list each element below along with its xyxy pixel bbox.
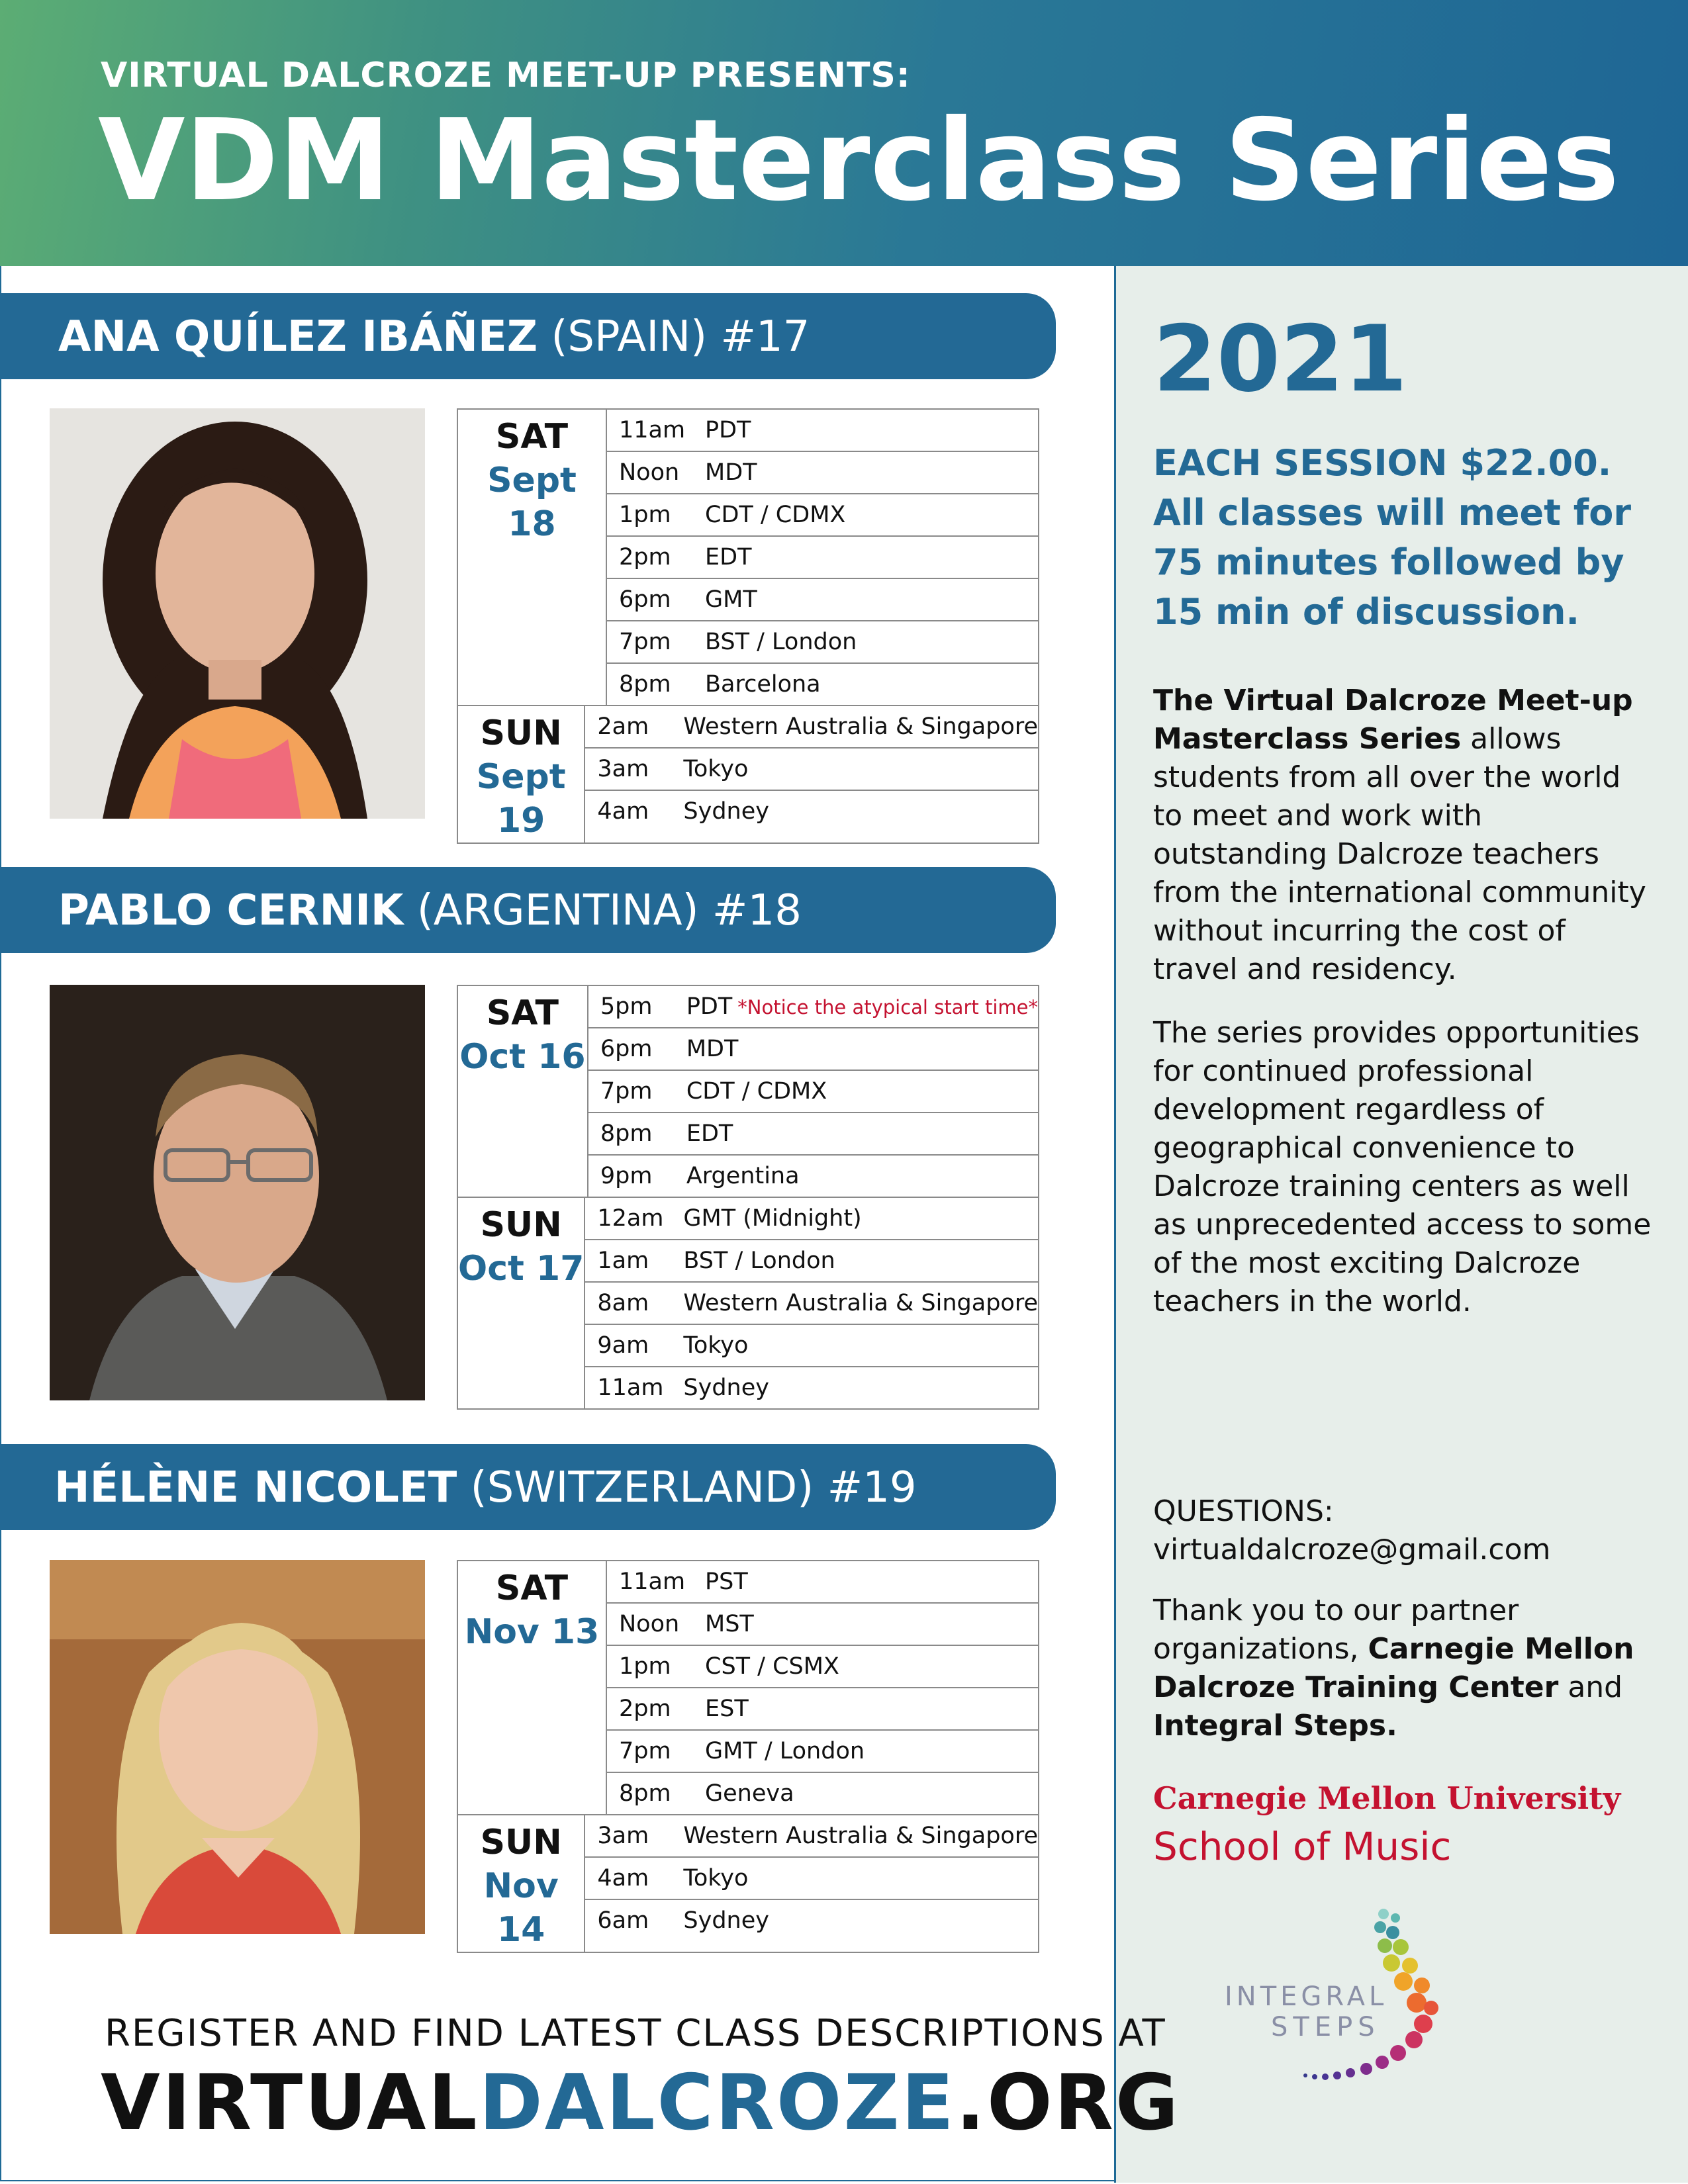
thanks-block [1153,1592,1656,1745]
schedule-table-2 [457,985,1039,1410]
instructor-country: (SWITZERLAND) [470,1463,814,1512]
schedule-row: 2am Western Australia & Singapore [597,713,1038,740]
questions-block [1153,1492,1550,1569]
session-number: #19 [827,1463,917,1512]
schedule-row: 9pm Argentina [588,1154,1038,1197]
instructor-country: (ARGENTINA) [416,886,699,935]
session-number: #17 [720,312,810,361]
schedule-day: SUN [480,1823,562,1862]
session-info [1153,438,1663,637]
schedule-row: Noon MDT [607,451,1038,493]
instructor-banner-3 [0,1444,1056,1530]
schedule-date: Oct 16 [459,1037,586,1077]
schedule-table-1 [457,408,1039,844]
schedule-date: Sept 19 [476,757,566,841]
session-price: EACH SESSION $22.00. [1153,442,1612,484]
schedule-row: 4am Tokyo [585,1856,1038,1899]
schedule-day-group [458,986,1038,1197]
schedule-row: 7pm BST / London [607,620,1038,662]
thanks-and: and [1568,1670,1623,1704]
partner-integral-steps: Integral Steps. [1153,1709,1397,1743]
schedule-row: 8pm Geneva [607,1772,1038,1814]
year-heading: 2021 [1153,306,1408,412]
instructor-name: HÉLÈNE NICOLET [54,1463,457,1512]
instructor-photo-3 [50,1560,425,1934]
atypical-start-note: *Notice the atypical start time* [737,996,1038,1019]
schedule-date: Nov 14 [483,1866,559,1950]
integral-steps-logo [1218,1906,1470,2091]
schedule-row: 5pm PDT *Notice the atypical start time* [600,993,1038,1020]
schedule-day: SAT [495,417,569,457]
about-paragraph-2: The series provides opportunities for continued professional development regardless of geographical convenience to Dalcroze training centers as well as unprecedented access to some of the most exciting Dalcroze teachers in the world. [1153,1016,1652,1318]
contact-email[interactable]: virtualdalcroze@gmail.com [1153,1533,1551,1567]
schedule-row: 12am GMT (Midnight) [597,1205,862,1232]
pre-title: VIRTUAL DALCROZE MEET-UP PRESENTS: [101,56,911,95]
schedule-row: 1pm CDT / CDMX [607,493,1038,535]
thanks-intro: Thank you to our partner organizations, [1153,1594,1519,1666]
about-text [1153,682,1656,1346]
schedule-day: SUN [480,1205,562,1245]
instructor-photo-2 [50,985,425,1400]
instructor-banner-1 [0,293,1056,379]
instructor-photo-1 [50,408,425,819]
schedule-row: 1am BST / London [585,1239,1038,1281]
schedule-row: 7pm GMT / London [607,1729,1038,1772]
page-title: VDM Masterclass Series [98,95,1620,226]
website-link[interactable]: VIRTUALDALCROZE.ORG [101,2058,1181,2148]
schedule-row: 1pm CST / CSMX [607,1645,1038,1687]
schedule-day-group [458,1814,1038,1952]
header-banner [0,0,1688,266]
schedule-row: Noon MST [607,1602,1038,1645]
schedule-day-group [458,1561,1038,1814]
questions-label: QUESTIONS: [1153,1494,1334,1528]
instructor-banner-2 [0,867,1056,953]
schedule-row: 11am Sydney [585,1366,1038,1408]
session-duration: All classes will meet for 75 minutes followed by 15 min of discussion. [1153,492,1631,633]
schedule-row: 6am Sydney [585,1899,1038,1941]
schedule-day-group [458,410,1038,705]
cmu-logo-name: Carnegie Mellon University [1153,1780,1621,1816]
schedule-row: 3am Tokyo [585,747,1038,790]
schedule-row: 3am Western Australia & Singapore [597,1823,1038,1849]
schedule-day: SUN [480,713,562,753]
schedule-row: 9am Tokyo [585,1324,1038,1366]
instructor-name: PABLO CERNIK [58,886,404,935]
schedule-row: 8pm Barcelona [607,662,1038,705]
schedule-row: 11am PDT [619,417,751,443]
schedule-row: 11am PST [619,1569,748,1595]
svg-text:STEPS: STEPS [1271,2012,1380,2042]
schedule-row: 8am Western Australia & Singapore [585,1281,1038,1324]
schedule-day-group [458,705,1038,842]
schedule-day: SAT [495,1569,569,1608]
schedule-day: SAT [486,993,559,1033]
partner-cmu: Carnegie Mellon Dalcroze Training Center [1153,1632,1634,1704]
about-series-name: The Virtual Dalcroze Meet-up Masterclass Series [1153,684,1633,756]
about-paragraph-1 [1153,682,1656,989]
schedule-row: 6pm MDT [588,1027,1038,1069]
schedule-day-group [458,1197,1038,1408]
schedule-row: 8pm EDT [588,1112,1038,1154]
about-paragraph-1-body: allows students from all over the world to meet and work with outstanding Dalcroze teachers from the international community without incurring the cost of travel and residency. [1153,722,1646,986]
cmu-logo-school: School of Music [1153,1824,1452,1869]
schedule-row: 2pm EST [607,1687,1038,1729]
integral-steps-wordmark: INTEGRAL [1225,1981,1388,2012]
schedule-date: Nov 13 [464,1612,600,1652]
instructor-country: (SPAIN) [551,312,708,361]
schedule-row: 4am Sydney [585,790,1038,832]
session-number: #18 [712,886,802,935]
schedule-row: 2pm EDT [607,535,1038,578]
schedule-date: Sept 18 [487,461,577,544]
schedule-row: 7pm CDT / CDMX [588,1069,1038,1112]
schedule-table-3 [457,1560,1039,1953]
schedule-date: Oct 17 [458,1249,585,1289]
instructor-name: ANA QUÍLEZ IBÁÑEZ [58,312,538,361]
schedule-row: 6pm GMT [607,578,1038,620]
register-callout: REGISTER AND FIND LATEST CLASS DESCRIPTIONS AT [105,2012,1166,2055]
